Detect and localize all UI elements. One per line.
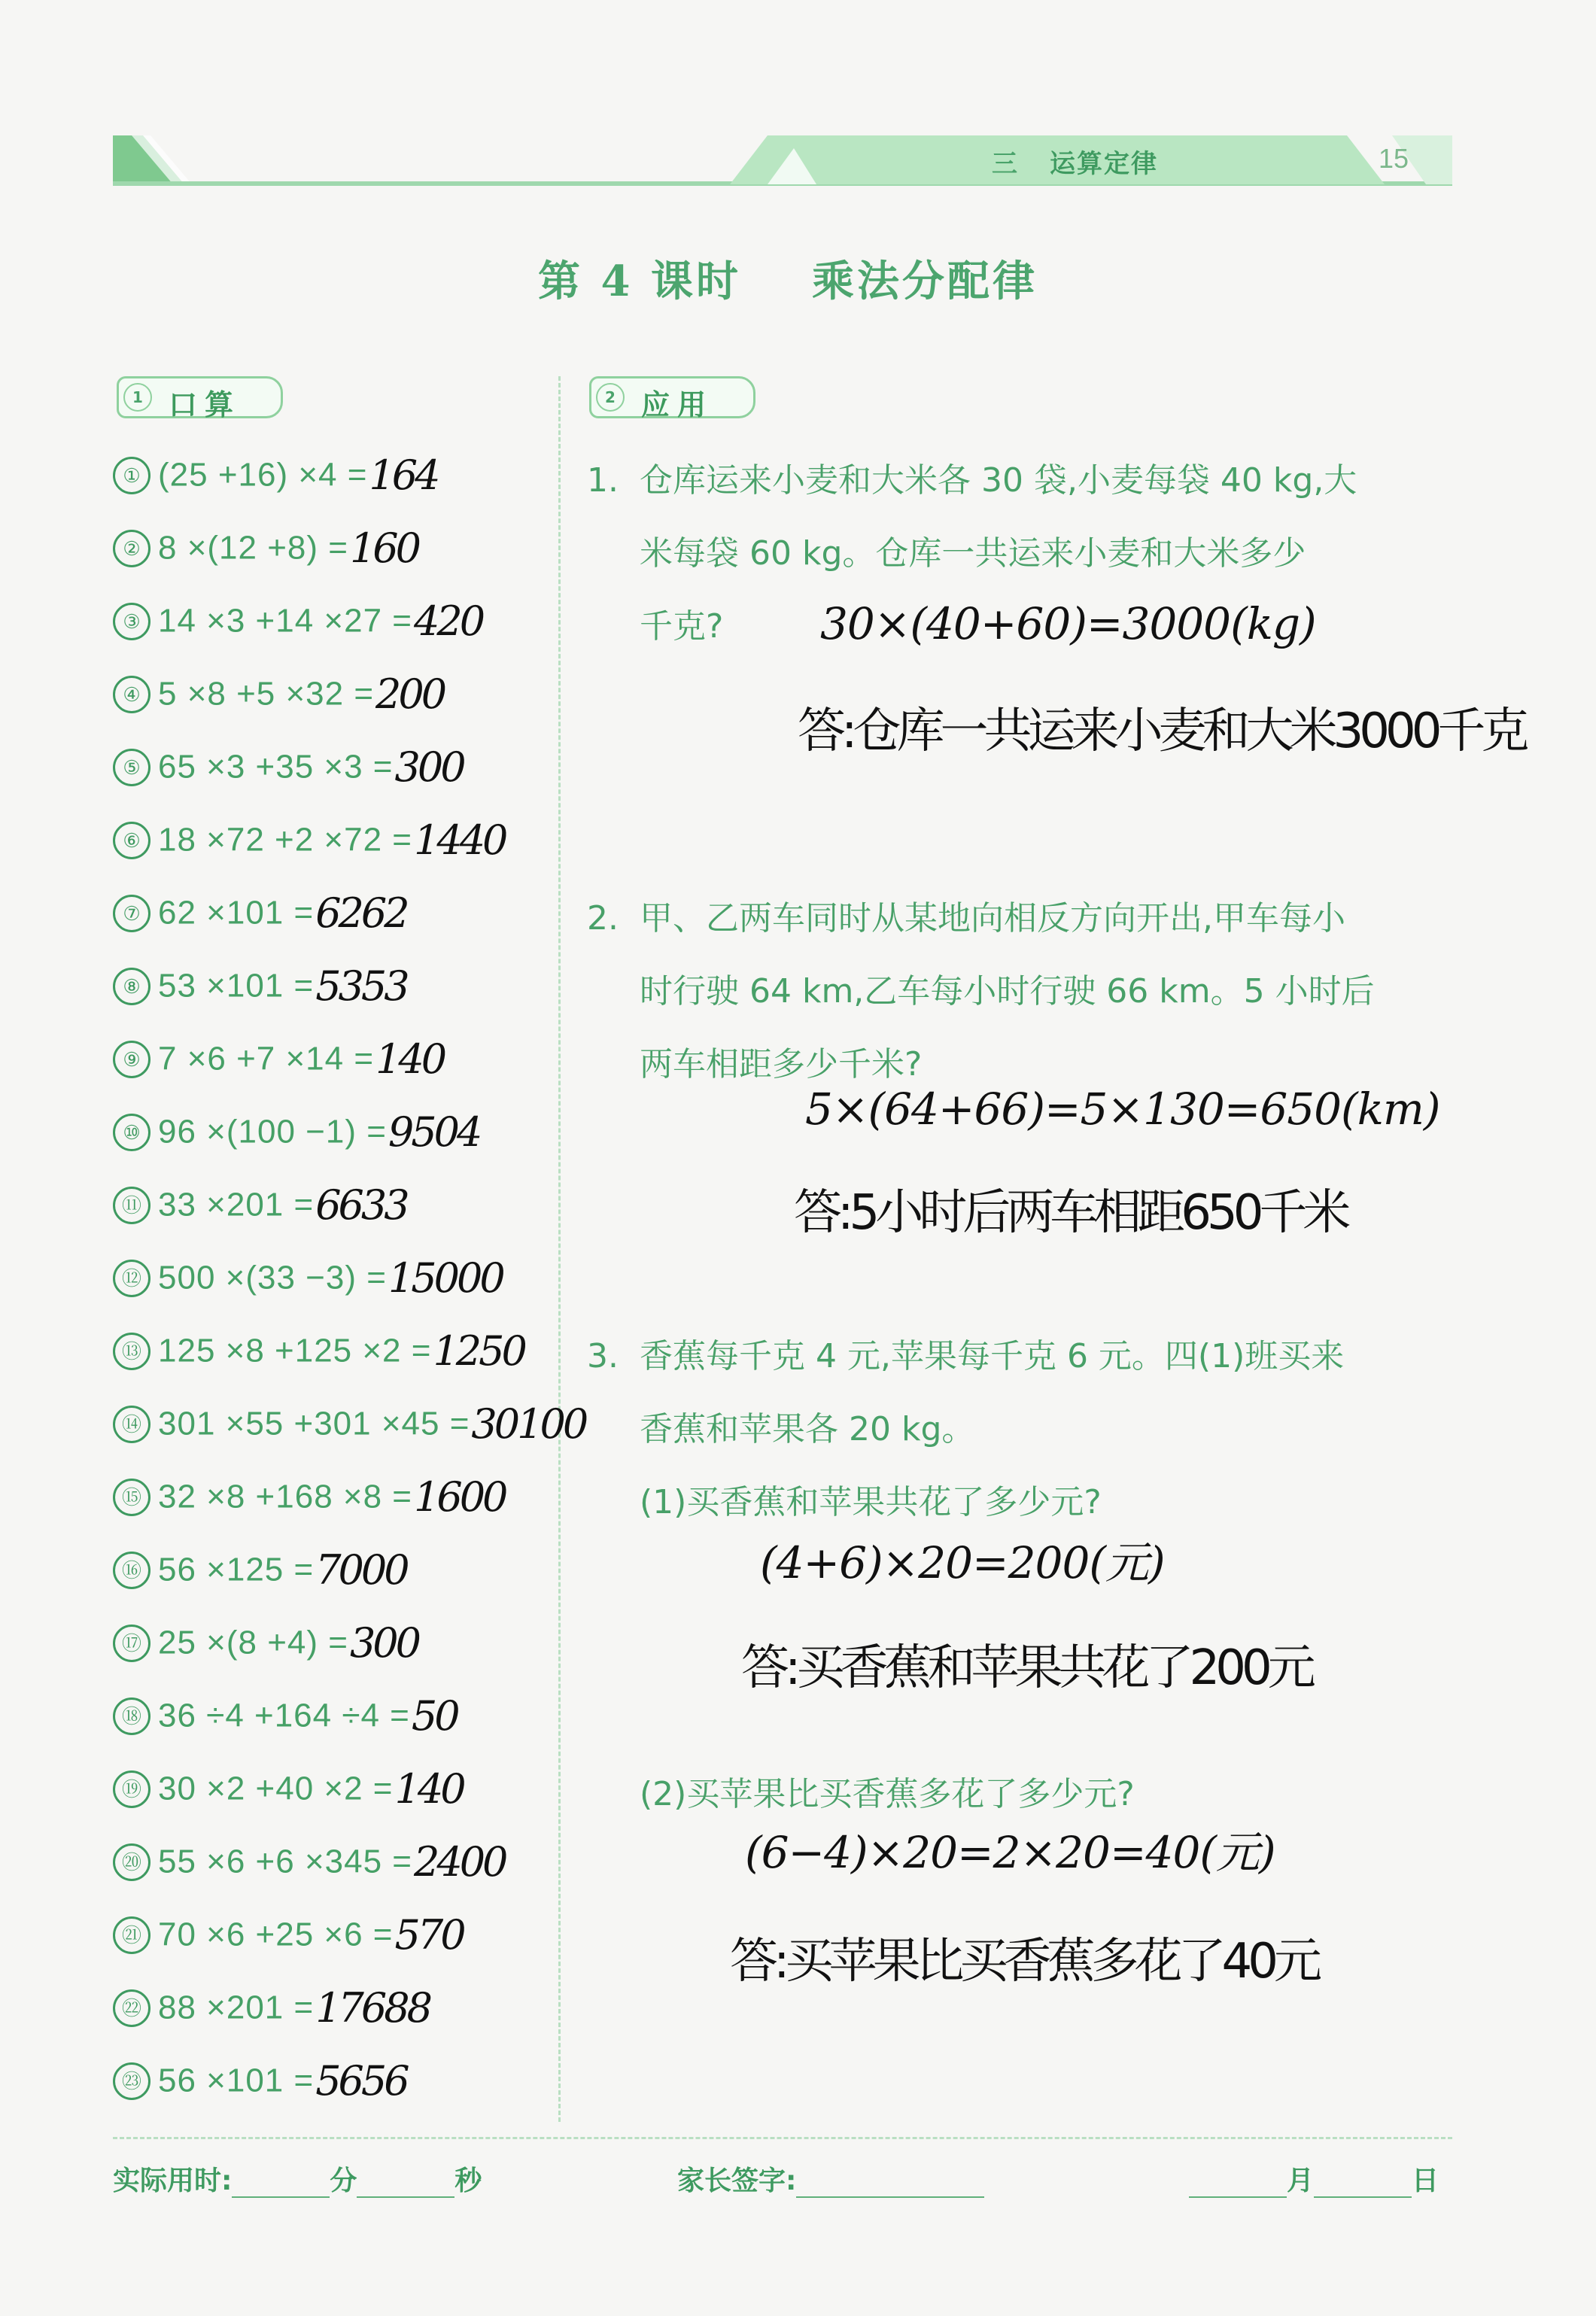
item-expression: 32 ×8 +168 ×8 = (158, 1478, 412, 1515)
handwritten-answer: 300 (349, 1619, 419, 1667)
item-expression: 33 ×201 = (158, 1186, 315, 1223)
item-expression: 36 ÷4 +164 ÷4 = (158, 1697, 410, 1734)
item-number: ⑦ (113, 895, 150, 932)
handwritten-answer: 160 (349, 524, 419, 572)
handwritten-answer: 1440 (413, 816, 506, 864)
item-number: ⑩ (113, 1114, 150, 1151)
q3-work2: (6−4)×20=2×20=40(元) (745, 1827, 1275, 1878)
oral-item (113, 2057, 407, 2130)
handwritten-answer: 5656 (315, 2057, 407, 2105)
item-expression: 62 ×101 = (158, 894, 315, 932)
oral-item (113, 1181, 407, 1254)
q3-line-1 (587, 1320, 1344, 1393)
oral-item (113, 1327, 524, 1400)
oral-item (113, 1473, 505, 1546)
q3-work1: (4+6)×20=200(元) (760, 1537, 1165, 1588)
item-number: ⑧ (113, 968, 150, 1005)
item-number: ⑭ (113, 1406, 150, 1443)
application-section-tag (589, 376, 755, 421)
item-expression: 125 ×8 +125 ×2 = (158, 1332, 432, 1369)
item-expression: 5 ×8 +5 ×32 = (158, 675, 375, 713)
item-expression: 55 ×6 +6 ×345 = (158, 1843, 412, 1880)
q2-answer: 答:5小时后两车相距650千米 (794, 1185, 1347, 1241)
item-number: ⑫ (113, 1260, 150, 1297)
q1-line-2: 米每袋 60 kg。仓库一共运来小麦和大米多少 (640, 534, 1306, 573)
item-expression: 7 ×6 +7 ×14 = (158, 1040, 375, 1077)
handwritten-answer: 164 (369, 451, 438, 499)
handwritten-answer: 420 (413, 597, 483, 645)
q3-answer1: 答:买香蕉和苹果共花了200元 (741, 1640, 1312, 1696)
header-band (113, 132, 1452, 188)
day-unit: 日 (1412, 2166, 1439, 2196)
item-number: ⑥ (113, 822, 150, 859)
item-number: ⑪ (113, 1187, 150, 1224)
q2-work: 5×(64+66)=5×130=650(km) (805, 1084, 1440, 1135)
header-ribbon-graphic (113, 132, 1452, 188)
item-number: ⑤ (113, 749, 150, 786)
oral-item (113, 451, 438, 524)
item-expression: 56 ×125 = (158, 1551, 315, 1588)
handwritten-answer: 7000 (315, 1546, 407, 1594)
item-expression: 25 ×(8 +4) = (158, 1624, 348, 1661)
item-number: ② (113, 530, 150, 567)
item-number: ⑨ (113, 1041, 150, 1078)
item-expression: 500 ×(33 −3) = (158, 1259, 387, 1296)
oral-item (113, 1911, 464, 1984)
column-divider (558, 376, 561, 2122)
q3-line-2: 香蕉和苹果各 20 kg。 (640, 1410, 975, 1448)
header-section-number: 三 (992, 149, 1020, 179)
oral-item (113, 1984, 430, 2057)
item-number: ③ (113, 603, 150, 640)
oral-item (113, 1035, 444, 1108)
handwritten-answer: 15000 (388, 1254, 503, 1302)
oral-item (113, 962, 407, 1035)
item-number: ⑳ (113, 1843, 150, 1881)
item-expression: 96 ×(100 −1) = (158, 1113, 387, 1150)
q2-line-2: 时行驶 64 km,乙车每小时行驶 66 km。5 小时后 (640, 972, 1375, 1011)
q2-line-1 (587, 882, 1345, 955)
oral-item (113, 1400, 585, 1473)
oral-tag-label: 口算 (169, 388, 242, 421)
oral-item (113, 524, 418, 597)
handwritten-answer: 1250 (433, 1327, 524, 1375)
q1-number: 1. (587, 461, 619, 500)
q3-answer2: 答:买苹果比买香蕉多花了40元 (730, 1934, 1318, 1989)
handwritten-answer: 1600 (413, 1473, 506, 1521)
oral-item (113, 597, 482, 670)
q3-sub1: (1)买香蕉和苹果共花了多少元? (640, 1483, 1102, 1521)
time-label: 实际用时: (113, 2166, 233, 2196)
q3-number: 3. (587, 1337, 619, 1375)
parent-signature-field (677, 2159, 984, 2198)
page-number: 15 (1379, 143, 1409, 174)
oral-item (113, 1838, 505, 1911)
handwritten-answer: 2400 (413, 1838, 506, 1886)
handwritten-answer: 50 (411, 1692, 458, 1740)
item-expression: 8 ×(12 +8) = (158, 529, 348, 567)
item-number: ① (113, 457, 150, 494)
date-field (1189, 2159, 1439, 2198)
item-number: ⑱ (113, 1697, 150, 1735)
oral-item (113, 1546, 407, 1619)
oral-section-tag (117, 376, 283, 421)
oral-item (113, 889, 407, 962)
item-expression: 56 ×101 = (158, 2062, 315, 2099)
handwritten-answer: 300 (394, 743, 464, 791)
day-blank[interactable] (1314, 2166, 1412, 2198)
item-number: ㉓ (113, 2062, 150, 2100)
item-expression: (25 +16) ×4 = (158, 456, 368, 494)
item-number: ⑲ (113, 1770, 150, 1808)
oral-item (113, 816, 505, 889)
q1-answer: 答:仓库一共运来小麦和大米3000千克 (798, 704, 1525, 759)
handwritten-answer: 6633 (315, 1181, 407, 1229)
handwritten-answer: 17688 (315, 1984, 430, 2032)
item-expression: 88 ×201 = (158, 1989, 315, 2026)
item-expression: 65 ×3 +35 ×3 = (158, 748, 394, 786)
q3-sub2: (2)买苹果比买香蕉多花了多少元? (640, 1775, 1135, 1813)
q1-text: 仓库运来小麦和大米各 30 袋,小麦每袋 40 kg,大 (640, 461, 1357, 500)
handwritten-answer: 5353 (315, 962, 407, 1010)
oral-badge-icon: 1 (123, 383, 152, 412)
item-number: ⑰ (113, 1625, 150, 1662)
handwritten-answer: 570 (394, 1911, 464, 1959)
q3-text: 香蕉每千克 4 元,苹果每千克 6 元。四(1)班买来 (640, 1337, 1345, 1375)
handwritten-answer: 9504 (388, 1108, 480, 1156)
q2-text: 甲、乙两车同时从某地向相反方向开出,甲车每小 (640, 899, 1345, 938)
handwritten-answer: 140 (394, 1765, 464, 1813)
handwritten-answer: 140 (375, 1035, 445, 1083)
item-expression: 70 ×6 +25 ×6 = (158, 1916, 394, 1953)
q1-work: 30×(40+60)=3000(kg) (820, 598, 1316, 649)
item-expression: 301 ×55 +301 ×45 = (158, 1405, 470, 1442)
oral-item (113, 670, 444, 743)
item-number: ⑯ (113, 1552, 150, 1589)
q2-number: 2. (587, 899, 619, 938)
month-unit: 月 (1287, 2166, 1315, 2196)
seconds-unit: 秒 (454, 2166, 482, 2196)
item-number: ㉒ (113, 1989, 150, 2027)
item-number: ㉑ (113, 1916, 150, 1954)
time-spent-field (113, 2159, 482, 2198)
item-expression: 14 ×3 +14 ×27 = (158, 602, 412, 640)
item-number: ④ (113, 676, 150, 713)
application-tag-label: 应用 (641, 388, 714, 421)
item-expression: 53 ×101 = (158, 967, 315, 1005)
minutes-blank[interactable] (232, 2166, 330, 2198)
header-section-title: 运算定律 (1050, 149, 1158, 179)
handwritten-answer: 30100 (471, 1400, 586, 1448)
lesson-title: 第 4 课时 乘法分配律 (538, 257, 1038, 306)
item-expression: 18 ×72 +2 ×72 = (158, 821, 412, 859)
oral-item (113, 1619, 418, 1692)
item-expression: 30 ×2 +40 ×2 = (158, 1770, 394, 1807)
signature-blank[interactable] (796, 2166, 984, 2198)
q1-line-1 (587, 444, 1357, 517)
oral-item (113, 743, 464, 816)
q2-line-3: 两车相距多少千米? (640, 1045, 923, 1084)
seconds-blank[interactable] (357, 2166, 454, 2198)
oral-item (113, 1692, 458, 1765)
minutes-unit: 分 (330, 2166, 357, 2196)
footer-divider (113, 2137, 1452, 2139)
q1-line-3: 千克? (640, 607, 724, 646)
oral-item (113, 1254, 503, 1327)
item-number: ⑬ (113, 1333, 150, 1370)
oral-item (113, 1108, 479, 1181)
month-blank[interactable] (1189, 2166, 1287, 2198)
handwritten-answer: 200 (375, 670, 445, 718)
item-number: ⑮ (113, 1479, 150, 1516)
parent-signature-label: 家长签字: (677, 2166, 797, 2196)
application-badge-icon: 2 (596, 383, 625, 412)
handwritten-answer: 6262 (315, 889, 407, 937)
oral-item (113, 1765, 464, 1838)
